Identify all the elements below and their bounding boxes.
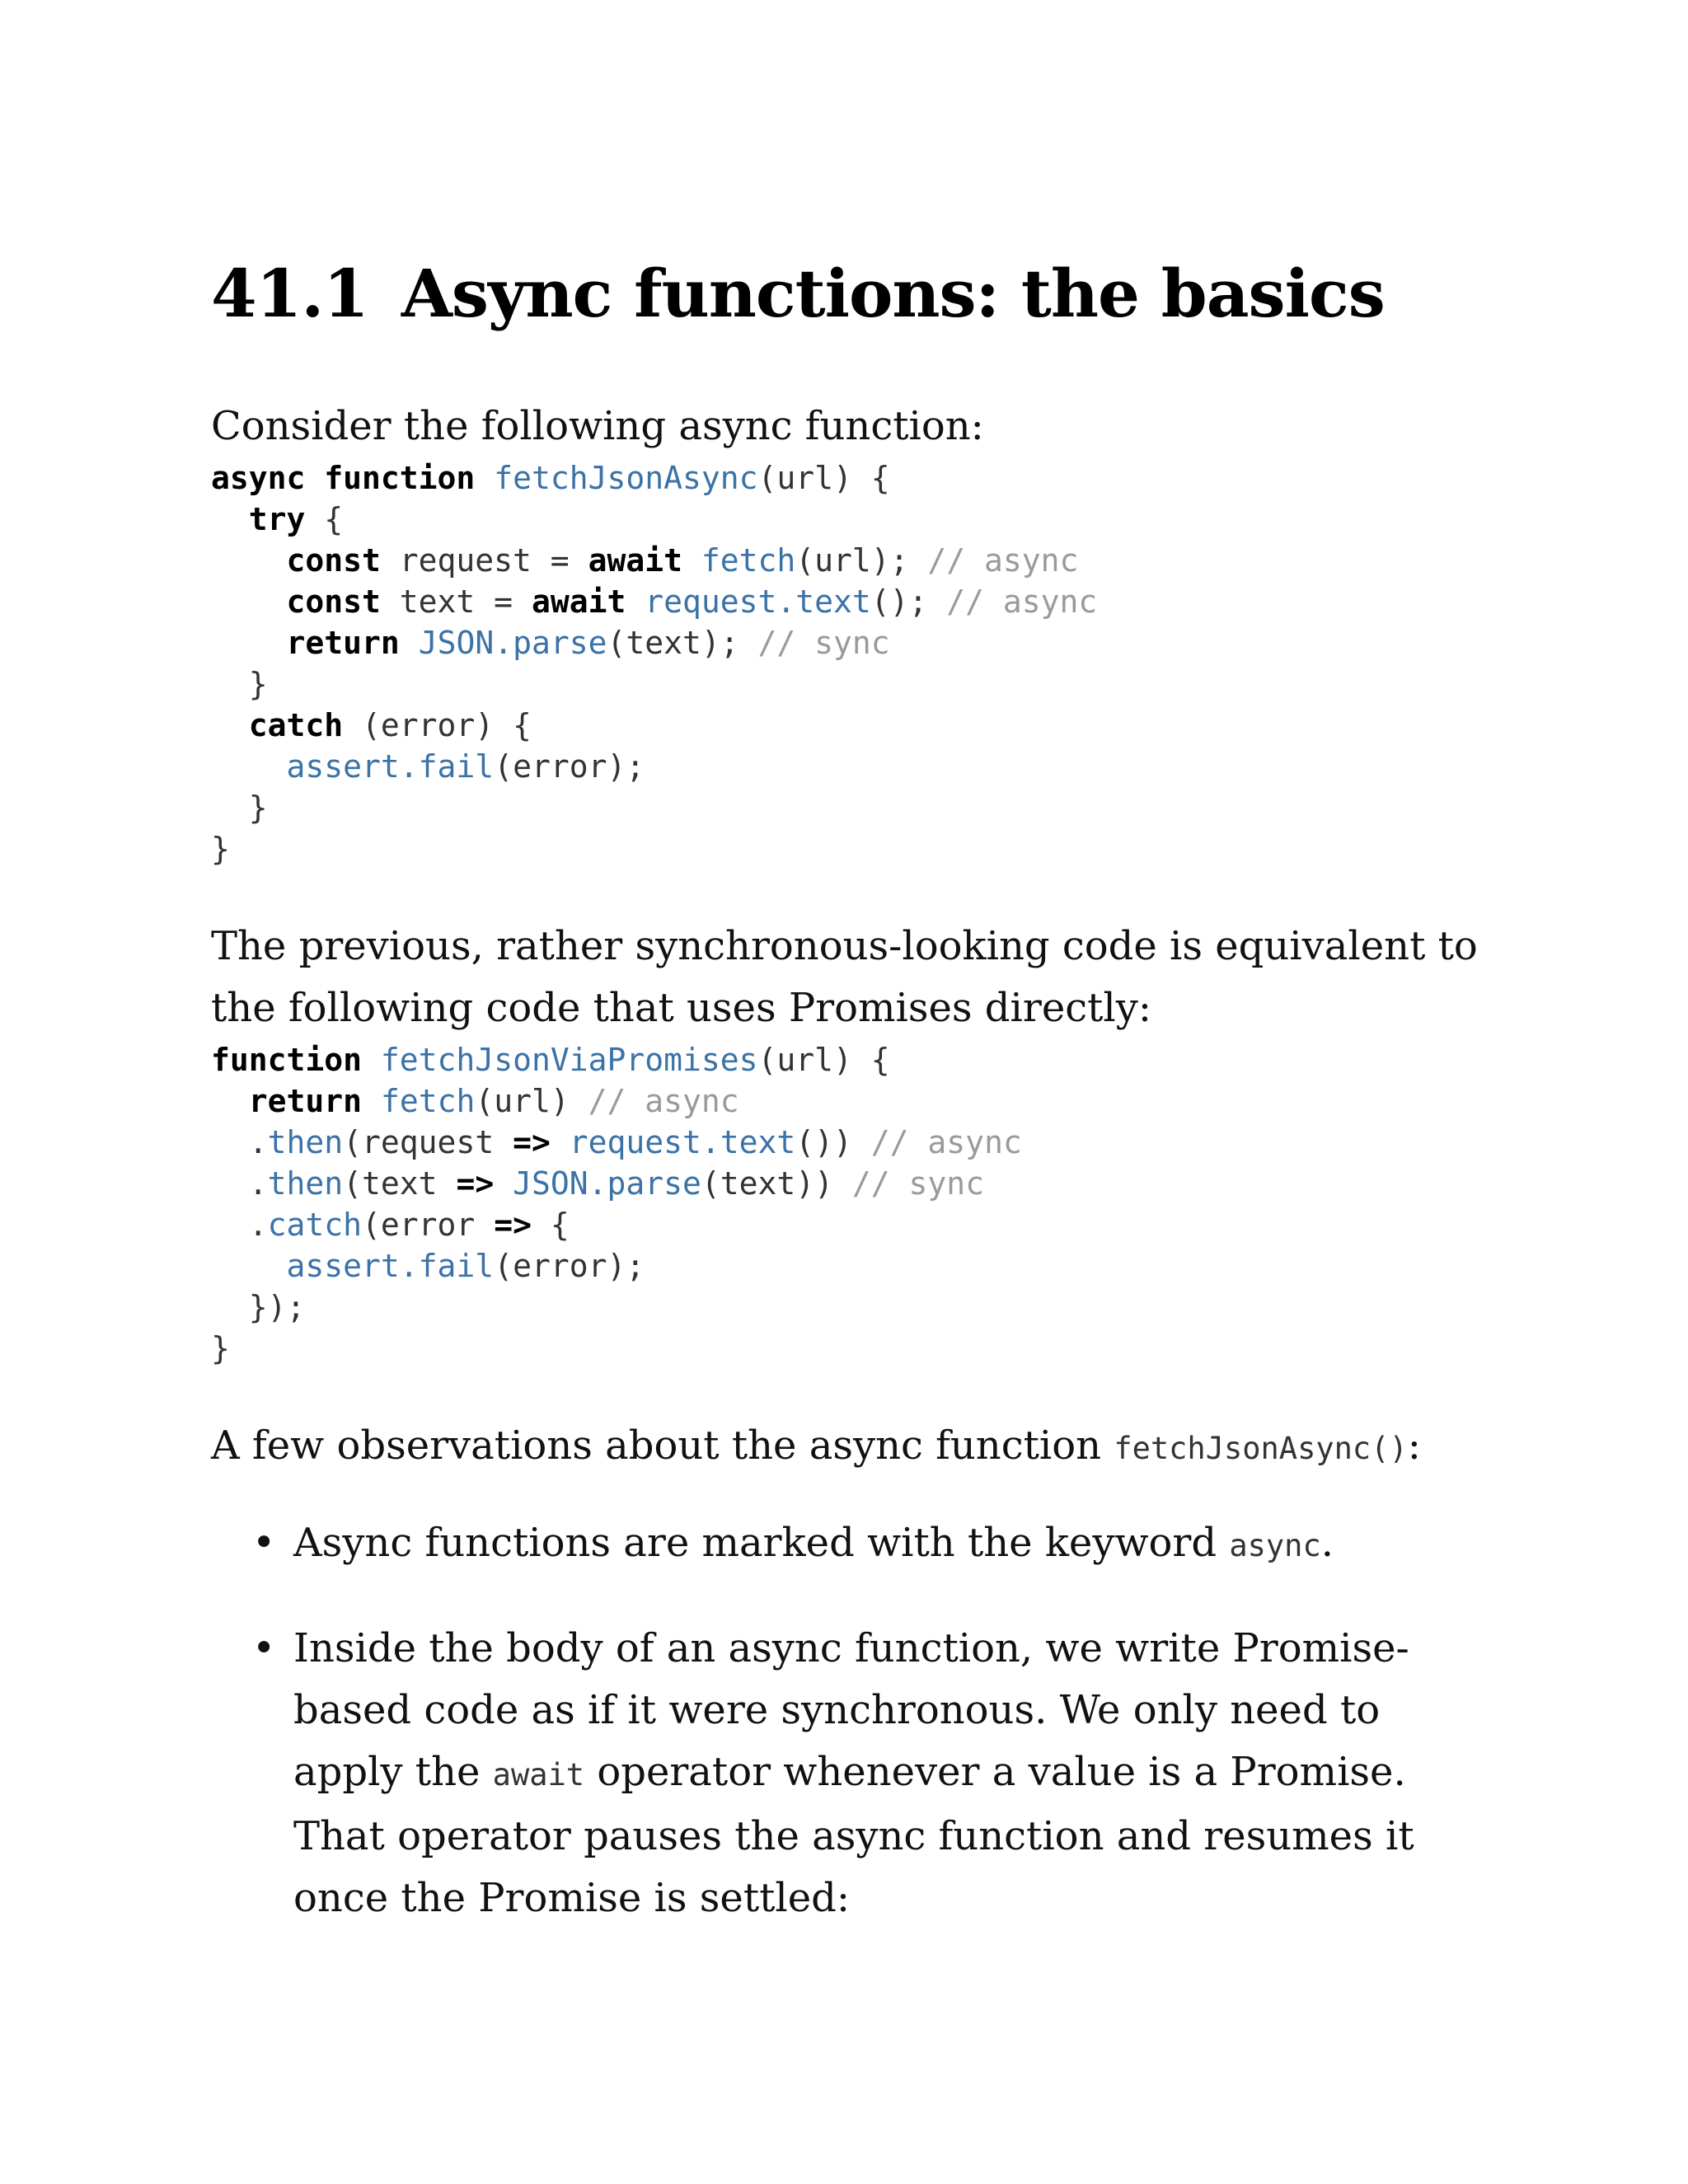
code-block-async <box>211 457 1480 869</box>
inline-code: fetchJsonAsync() <box>1114 1431 1408 1466</box>
bullet-icon: • <box>252 1625 276 1671</box>
list-item: • Inside the body of an async function, we write Promise-based code as if it were synchronous. We only need to apply the await operator whenever a value is a Promise. That operator pauses the async function and resumes it once the Promise is settled: <box>211 1618 1480 1929</box>
code-line: catch (error) { <box>248 707 532 743</box>
code-line: return JSON.parse(text); // sync <box>286 625 890 661</box>
section-heading <box>211 247 1480 340</box>
observations-list <box>211 1512 1480 1929</box>
inline-code: await <box>492 1757 585 1793</box>
equivalence-paragraph: The previous, rather synchronous-looking code is equivalent to the following code that uses Promises directly: <box>211 923 1478 1031</box>
code-line: assert.fail(error); <box>286 748 645 785</box>
inline-code: async <box>1229 1528 1321 1563</box>
code-line: try { <box>248 501 344 537</box>
code-line: .catch(error => { <box>248 1207 570 1243</box>
code-line: function fetchJsonViaPromises(url) { <box>211 1042 890 1078</box>
code-line: assert.fail(error); <box>286 1248 645 1284</box>
code-line: const request = await fetch(url); // async <box>286 542 1079 579</box>
code-line: const text = await request.text(); // async <box>286 583 1098 620</box>
bullet-icon: • <box>252 1520 276 1566</box>
code-line: .then(request => request.text()) // async <box>248 1124 1022 1160</box>
code-line: } <box>248 790 268 826</box>
code-line: return fetch(url) // async <box>248 1083 739 1119</box>
section-number: 41.1 <box>211 255 368 332</box>
page-content <box>211 247 1480 1929</box>
code-line: } <box>248 666 268 702</box>
observations-intro: A few observations about the async function fetchJsonAsync(): <box>211 1422 1421 1469</box>
code-line: } <box>211 831 230 867</box>
code-line: }); <box>248 1289 306 1325</box>
code-line: .then(text => JSON.parse(text)) // sync <box>248 1165 985 1202</box>
section-title: Async functions: the basics <box>401 255 1385 332</box>
code-line: async function fetchJsonAsync(url) { <box>211 460 890 496</box>
code-block-promises <box>211 1039 1480 1369</box>
code-line: } <box>211 1330 230 1366</box>
list-item: • Async functions are marked with the keyword async. <box>211 1512 1480 1577</box>
intro-paragraph: Consider the following async function: <box>211 403 984 449</box>
